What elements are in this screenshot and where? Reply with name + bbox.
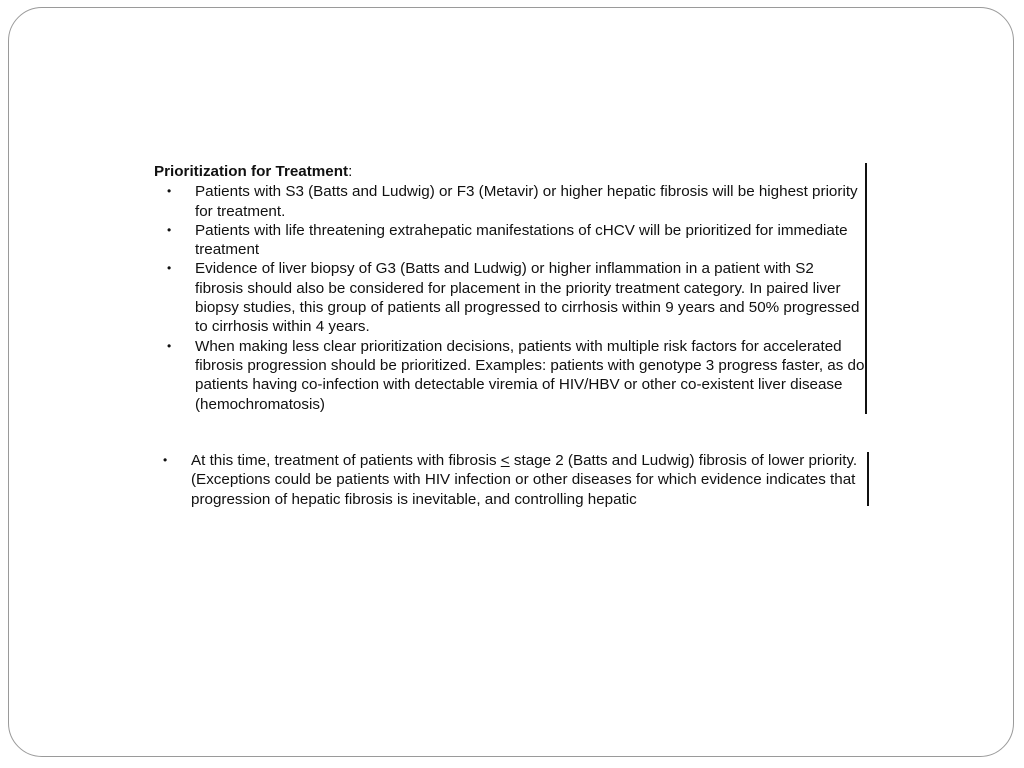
list-item: • Evidence of liver biopsy of G3 (Batts and Ludwig) or higher inflammation in a patient with S2 fibrosis should also be considered for placement in the priority treatment category. In paired liver biopsy studies, this group of patients all progressed to cirrhosis within 9 years and 50% progressed to cirrhosis within 4 years. — [154, 259, 866, 336]
lower-priority-list — [154, 451, 866, 507]
list-item — [154, 451, 866, 507]
margin-rule — [865, 163, 867, 414]
bullet-text-end: stage 2 (Batts and Ludwig) fibrosis of lower priority. (Exceptions could be patients with HIV infection or other diseases for which evidence indicates that progression of hepatic fibrosis is inevitable, and controlling hepatic — [191, 452, 858, 507]
heading-colon: : — [348, 163, 353, 180]
less-equal-symbol: < — [500, 452, 510, 469]
priority-list — [154, 182, 866, 414]
list-item: • When making less clear prioritization decisions, patients with multiple risk factors for accelerated fibrosis progression should be prioritized. Examples: patients with genotype 3 progress faster, as do patients having co-infection with detectable viremia of HIV/HBV or other co-existent liver disease (hemochromatosis) — [154, 337, 866, 414]
lower-priority-text — [154, 451, 866, 507]
section-heading — [154, 162, 866, 181]
bullet-text-start: At this time, treatment of patients with fibrosis — [191, 452, 501, 469]
prioritization-section — [154, 162, 866, 414]
margin-rule — [867, 452, 869, 506]
heading-text: Prioritization for Treatment — [154, 163, 349, 180]
lower-priority-section — [154, 451, 868, 507]
list-item: • Patients with life threatening extrahepatic manifestations of cHCV will be prioritized for immediate treatment — [154, 221, 866, 260]
list-item: • Patients with S3 (Batts and Ludwig) or F3 (Metavir) or higher hepatic fibrosis will be highest priority for treatment. — [154, 182, 866, 221]
